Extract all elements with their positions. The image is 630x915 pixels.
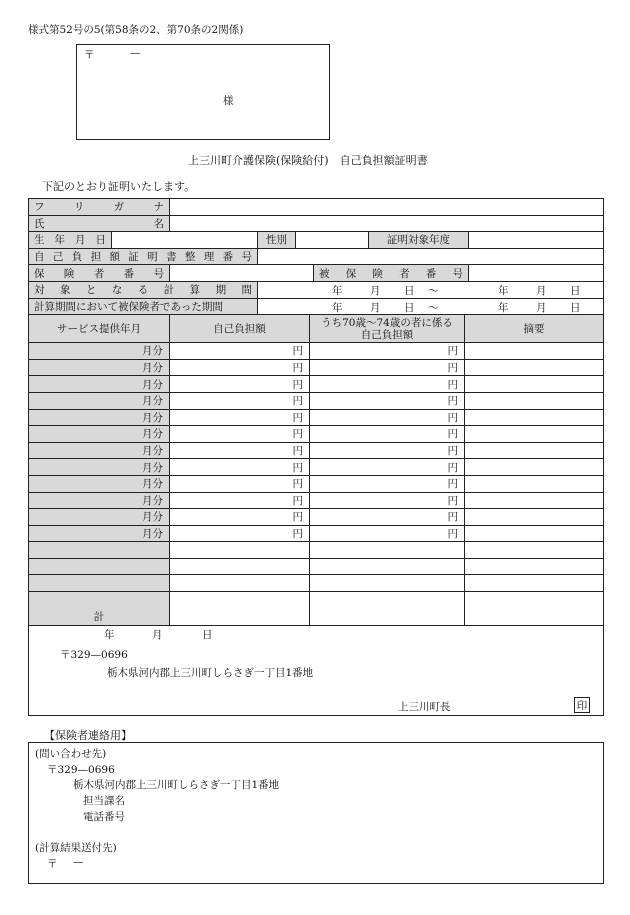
col-service-month: サービス提供年月 — [29, 315, 170, 342]
insurer-number-field[interactable] — [170, 265, 314, 281]
inquiry-department: 担当課名 — [83, 795, 125, 807]
row-month: 月分 — [29, 493, 170, 509]
row-amount[interactable]: 円 — [170, 493, 310, 509]
label-char: 日 — [95, 234, 106, 247]
row-remarks[interactable] — [465, 542, 603, 558]
row-age-amount[interactable]: 円 — [310, 360, 465, 376]
inquiry-address: 栃木県河内郡上三川町しらさぎ一丁目1番地 — [73, 779, 280, 791]
label-char: 生 — [34, 234, 45, 247]
table-row — [29, 393, 603, 410]
calc-end-month: 月 — [536, 284, 547, 297]
row-amount[interactable]: 円 — [170, 410, 310, 426]
row-month: 月分 — [29, 509, 170, 525]
label-char: 理 — [203, 251, 215, 264]
calc-end-year: 年 — [498, 284, 509, 297]
table-row — [29, 443, 603, 460]
address-box — [76, 44, 330, 140]
sig-year: 年 — [104, 629, 115, 641]
label-char: 算 — [189, 284, 201, 297]
row-age-amount[interactable] — [310, 592, 465, 609]
table-row — [29, 509, 603, 526]
label-char: 者 — [399, 267, 410, 280]
row-remarks[interactable] — [465, 559, 603, 575]
row-age-amount[interactable]: 円 — [310, 509, 465, 525]
col-self-burden: 自己負担額 — [170, 315, 310, 342]
label-char: ガ — [113, 201, 125, 214]
label-char: 明 — [147, 251, 158, 264]
row-amount[interactable]: 円 — [170, 509, 310, 525]
row-age-amount[interactable]: 円 — [310, 493, 465, 509]
label-char: 自 — [34, 251, 45, 264]
row-month: 月分 — [29, 376, 170, 392]
col-age-line2: 自己負担額 — [360, 328, 414, 341]
label-char: 書 — [166, 251, 177, 264]
col-age-line1: うち70歳〜74歳の者に係る — [321, 316, 453, 329]
label-char: 険 — [372, 267, 383, 280]
table-row — [29, 426, 603, 443]
row-age-amount[interactable]: 円 — [310, 443, 465, 459]
label-char: 担 — [90, 251, 102, 264]
row-age-amount[interactable] — [310, 559, 465, 575]
row-amount[interactable] — [170, 575, 310, 591]
seal-mark: 印 — [574, 697, 590, 713]
row-amount[interactable] — [170, 559, 310, 575]
birthdate-label — [29, 232, 112, 248]
ins-end-month: 月 — [536, 301, 547, 314]
label-char: る — [137, 284, 149, 297]
insured-period-label: 計算期間において被保険者であった期間 — [29, 299, 258, 315]
label-char: 証 — [128, 251, 139, 264]
row-remarks[interactable] — [465, 526, 603, 542]
row-age-amount[interactable]: 円 — [310, 476, 465, 492]
table-row — [29, 592, 603, 609]
insurer-contact-box — [28, 742, 604, 884]
row-age-amount[interactable]: 円 — [310, 459, 465, 475]
insurer-contact-heading: 【保険者連絡用】 — [44, 729, 132, 742]
label-char: 号 — [241, 251, 252, 264]
sig-mayor: 上三川町長 — [398, 701, 451, 713]
calc-period-row — [29, 282, 603, 299]
name-field[interactable] — [170, 216, 603, 232]
row-month: 月分 — [29, 476, 170, 492]
name-row — [29, 216, 603, 233]
birthdate-row — [29, 232, 603, 249]
ins-end-year: 年 — [498, 301, 509, 314]
table-row — [29, 575, 603, 592]
ref-number-label — [29, 249, 258, 265]
row-remarks[interactable] — [465, 376, 603, 392]
table-row — [29, 410, 603, 427]
sig-day: 日 — [202, 629, 213, 641]
label-char: 期 — [215, 284, 227, 297]
sig-address: 栃木県河内郡上三川町しらさぎ一丁目1番地 — [107, 667, 314, 679]
address-dash: — — [130, 47, 141, 59]
birthdate-field[interactable] — [112, 232, 258, 248]
row-amount[interactable] — [170, 542, 310, 558]
name-label — [29, 216, 170, 232]
row-month — [29, 592, 170, 609]
label-char: 己 — [52, 251, 64, 264]
label-char: 計 — [163, 284, 175, 297]
calc-period-label — [29, 282, 258, 298]
row-remarks[interactable] — [465, 426, 603, 442]
table-row — [29, 459, 603, 476]
row-amount[interactable]: 円 — [170, 343, 310, 359]
row-month: 月分 — [29, 526, 170, 542]
label-char: 整 — [184, 251, 196, 264]
row-month: 月分 — [29, 443, 170, 459]
row-month: 月分 — [29, 360, 170, 376]
label-char: 年 — [54, 234, 65, 247]
send-to-label: (計算結果送付先) — [35, 842, 117, 854]
insured-period-row — [29, 299, 603, 316]
row-amount[interactable] — [170, 592, 310, 609]
row-remarks[interactable] — [465, 459, 603, 475]
label-char: 名 — [153, 217, 164, 230]
intro-text: 下記のとおり証明いたします。 — [42, 180, 196, 193]
table-row — [29, 376, 603, 393]
sig-month: 月 — [152, 629, 163, 641]
ins-tilde: 〜 — [428, 301, 439, 314]
table-row — [29, 360, 603, 377]
row-remarks[interactable] — [465, 343, 603, 359]
send-postal-mark: 〒 — [47, 858, 58, 870]
inquiry-postal: 〒329—0696 — [47, 764, 115, 776]
row-age-amount[interactable]: 円 — [310, 393, 465, 409]
calc-start-year: 年 — [332, 284, 343, 297]
cert-year-field[interactable] — [469, 232, 603, 248]
label-char: 番 — [123, 267, 135, 280]
table-row — [29, 542, 603, 559]
insurer-number-label — [29, 265, 170, 281]
furigana-label — [29, 199, 170, 215]
table-row — [29, 559, 603, 576]
label-char: 保 — [345, 267, 357, 280]
row-month — [29, 559, 170, 575]
column-header-row — [29, 315, 603, 343]
form-number: 様式第52号の5(第58条の2、第70条の2関係) — [28, 24, 244, 36]
row-amount[interactable]: 円 — [170, 443, 310, 459]
signature-block — [28, 622, 604, 716]
label-char: 番 — [425, 267, 437, 280]
ins-end-day: 日 — [570, 301, 581, 314]
row-amount[interactable]: 円 — [170, 376, 310, 392]
sig-postal: 〒329—0696 — [60, 649, 128, 661]
inquiry-phone: 電話番号 — [83, 811, 125, 823]
certificate-table — [28, 198, 604, 626]
table-row — [29, 476, 603, 493]
ins-start-day: 日 — [404, 301, 415, 314]
label-char: と — [85, 284, 97, 297]
row-remarks[interactable] — [465, 360, 603, 376]
label-char: 被 — [319, 267, 330, 280]
row-month: 月分 — [29, 426, 170, 442]
cert-year-label: 証明対象年度 — [369, 232, 469, 248]
label-char: 険 — [63, 267, 75, 280]
row-remarks[interactable] — [465, 410, 603, 426]
label-char: 氏 — [34, 217, 45, 230]
row-month — [29, 575, 170, 591]
row-month — [29, 542, 170, 558]
address-honorific: 様 — [223, 95, 234, 107]
row-month: 月分 — [29, 410, 170, 426]
gender-label: 性別 — [258, 232, 296, 248]
row-age-amount[interactable]: 円 — [310, 376, 465, 392]
label-char: 間 — [241, 284, 252, 297]
total-label: 計 — [29, 609, 170, 626]
row-amount[interactable]: 円 — [170, 426, 310, 442]
row-age-amount[interactable]: 円 — [310, 526, 465, 542]
calc-period-field[interactable] — [258, 282, 603, 298]
row-remarks[interactable] — [465, 393, 603, 409]
table-row — [29, 526, 603, 543]
insured-number-field[interactable] — [469, 265, 603, 281]
address-postal-mark: 〒 — [84, 49, 95, 61]
label-char: 額 — [109, 251, 120, 264]
table-row — [29, 493, 603, 510]
row-age-amount[interactable]: 円 — [310, 410, 465, 426]
insured-number-label — [314, 265, 469, 281]
label-char: 対 — [34, 284, 45, 297]
row-month: 月分 — [29, 393, 170, 409]
label-char: 負 — [71, 251, 83, 264]
label-char: フ — [34, 201, 45, 214]
row-age-amount[interactable]: 円 — [310, 343, 465, 359]
label-char: 番 — [222, 251, 234, 264]
ref-number-field[interactable] — [258, 249, 603, 265]
send-dash: — — [73, 856, 84, 868]
row-amount[interactable]: 円 — [170, 360, 310, 376]
ins-start-month: 月 — [370, 301, 381, 314]
row-month: 月分 — [29, 459, 170, 475]
label-char: 保 — [34, 267, 45, 280]
document-title: 上三川町介護保険(保険給付) 自己負担額証明書 — [188, 154, 428, 167]
calc-end-day: 日 — [570, 284, 581, 297]
row-amount[interactable]: 円 — [170, 459, 310, 475]
row-amount[interactable]: 円 — [170, 393, 310, 409]
furigana-field[interactable] — [170, 199, 603, 215]
row-age-amount[interactable] — [310, 542, 465, 558]
insurer-number-row — [29, 265, 603, 282]
label-char: 号 — [452, 267, 463, 280]
label-char: リ — [73, 201, 85, 214]
row-age-amount[interactable]: 円 — [310, 426, 465, 442]
label-char: 象 — [59, 284, 71, 297]
label-char: 月 — [75, 234, 86, 247]
row-remarks[interactable] — [465, 493, 603, 509]
ref-number-row — [29, 249, 603, 266]
row-remarks[interactable] — [465, 509, 603, 525]
gender-field[interactable] — [296, 232, 369, 248]
table-row — [29, 343, 603, 360]
row-month: 月分 — [29, 343, 170, 359]
row-amount[interactable]: 円 — [170, 526, 310, 542]
label-char: ナ — [153, 201, 164, 214]
row-amount[interactable]: 円 — [170, 476, 310, 492]
label-char: な — [111, 284, 123, 297]
label-char: 号 — [153, 267, 164, 280]
row-remarks[interactable] — [465, 476, 603, 492]
row-remarks[interactable] — [465, 575, 603, 591]
furigana-row — [29, 199, 603, 216]
ins-start-year: 年 — [332, 301, 343, 314]
row-remarks[interactable] — [465, 592, 603, 609]
col-age-burden — [310, 315, 465, 342]
inquiry-label: (問い合わせ先) — [35, 748, 107, 760]
calc-tilde: 〜 — [428, 284, 439, 297]
col-remarks: 摘要 — [465, 315, 603, 342]
insured-period-field[interactable] — [258, 299, 603, 315]
label-char: 者 — [93, 267, 105, 280]
row-remarks[interactable] — [465, 443, 603, 459]
calc-start-day: 日 — [404, 284, 415, 297]
row-age-amount[interactable] — [310, 575, 465, 591]
calc-start-month: 月 — [370, 284, 381, 297]
